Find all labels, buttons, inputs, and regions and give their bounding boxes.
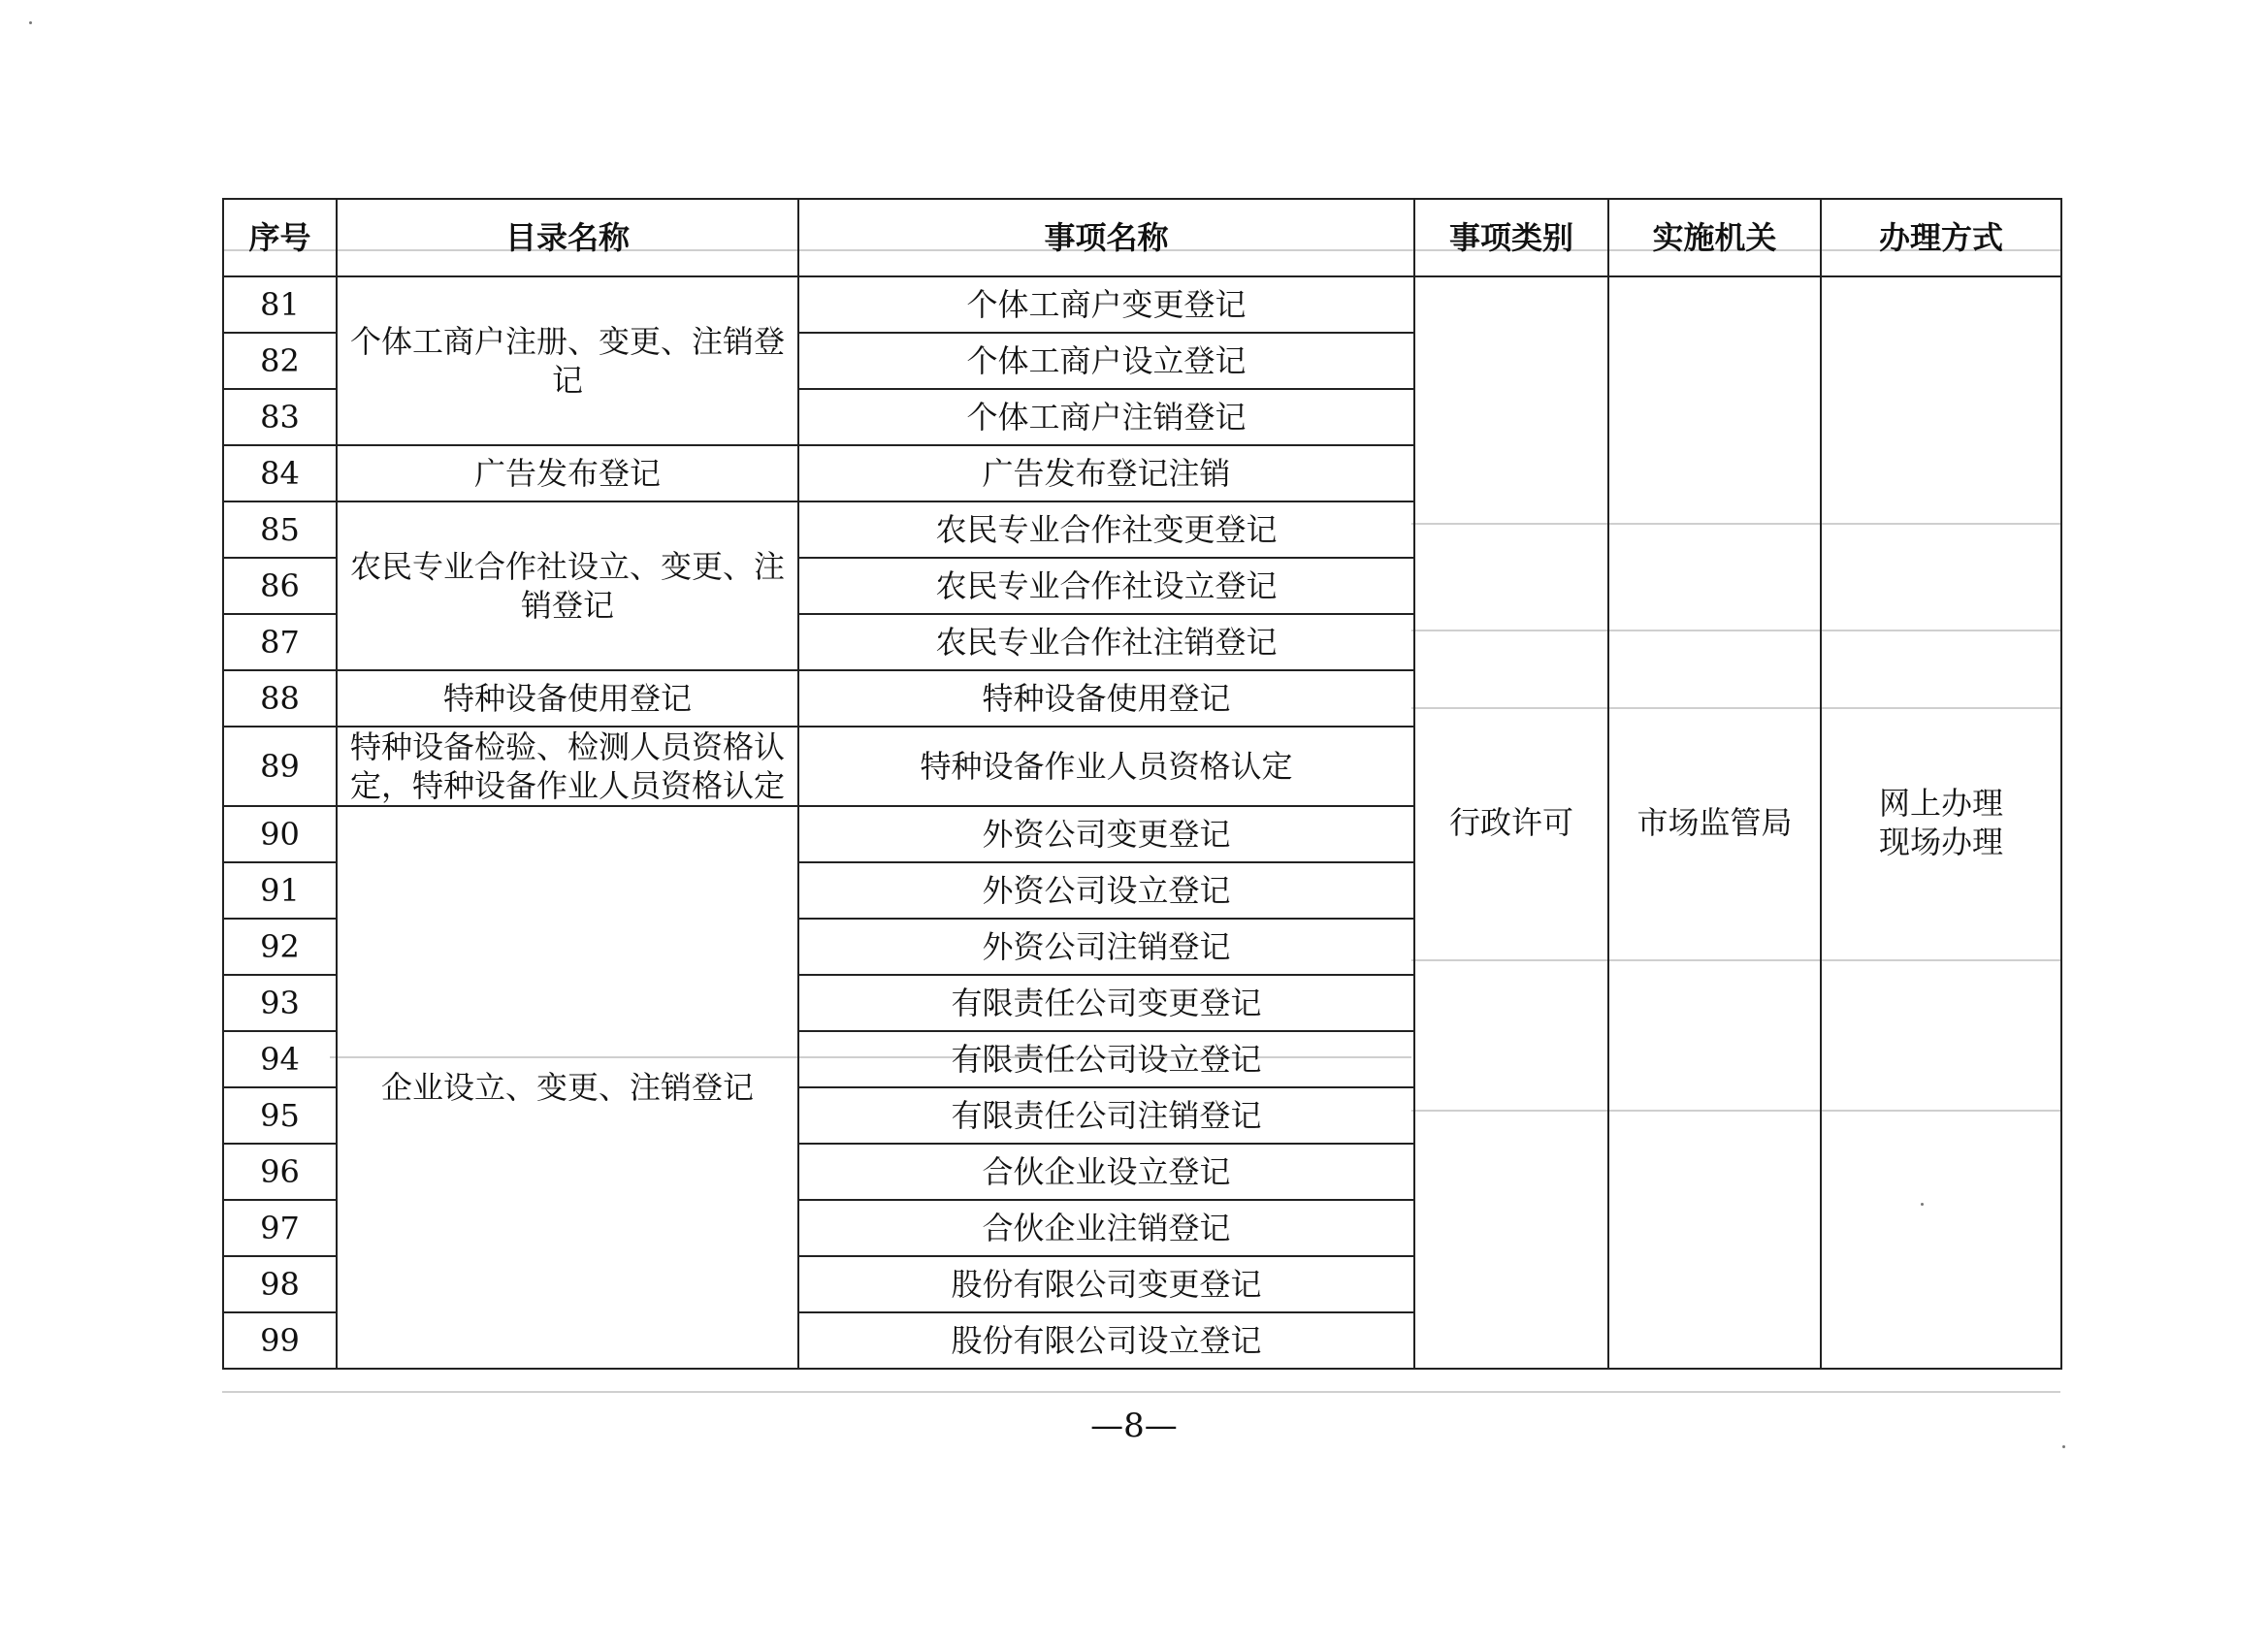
scan-speck	[1921, 1203, 1924, 1206]
method-onsite: 现场办理	[1878, 824, 2003, 860]
item-cell: 农民专业合作社设立登记	[798, 558, 1414, 614]
seq-cell: 93	[223, 975, 337, 1031]
item-cell: 特种设备作业人员资格认定	[798, 727, 1414, 806]
seq-cell: 83	[223, 389, 337, 445]
registration-items-table	[222, 198, 2062, 1370]
item-cell: 有限责任公司变更登记	[798, 975, 1414, 1031]
method-cell	[1821, 276, 2061, 1369]
seq-cell: 86	[223, 558, 337, 614]
column-header-agency: 实施机关	[1608, 199, 1821, 276]
seq-cell: 88	[223, 670, 337, 727]
column-header-method: 办理方式	[1821, 199, 2061, 276]
seq-cell: 99	[223, 1312, 337, 1369]
item-cell: 外资公司变更登记	[798, 806, 1414, 862]
seq-cell: 97	[223, 1200, 337, 1256]
seq-cell: 98	[223, 1256, 337, 1312]
seq-cell: 91	[223, 862, 337, 919]
seq-cell: 95	[223, 1087, 337, 1144]
item-cell: 特种设备使用登记	[798, 670, 1414, 727]
catalog-cell: 特种设备使用登记	[337, 670, 798, 727]
item-cell: 合伙企业注销登记	[798, 1200, 1414, 1256]
item-cell: 广告发布登记注销	[798, 445, 1414, 501]
item-cell: 农民专业合作社注销登记	[798, 614, 1414, 670]
item-cell: 个体工商户变更登记	[798, 276, 1414, 333]
scan-speck	[2062, 1445, 2065, 1448]
column-header-item: 事项名称	[798, 199, 1414, 276]
agency-cell: 市场监管局	[1608, 276, 1821, 1369]
item-cell: 外资公司注销登记	[798, 919, 1414, 975]
scan-speck	[29, 21, 32, 24]
column-header-catalog: 目录名称	[337, 199, 798, 276]
item-cell: 有限责任公司设立登记	[798, 1031, 1414, 1087]
catalog-cell: 个体工商户注册、变更、注销登记	[337, 276, 798, 445]
category-cell: 行政许可	[1414, 276, 1608, 1369]
seq-cell: 87	[223, 614, 337, 670]
item-cell: 合伙企业设立登记	[798, 1144, 1414, 1200]
item-cell: 农民专业合作社变更登记	[798, 501, 1414, 558]
item-cell: 个体工商户注销登记	[798, 389, 1414, 445]
seq-cell: 92	[223, 919, 337, 975]
catalog-cell: 广告发布登记	[337, 445, 798, 501]
catalog-cell: 特种设备检验、检测人员资格认定，特种设备作业人员资格认定	[337, 727, 798, 806]
item-cell: 股份有限公司变更登记	[798, 1256, 1414, 1312]
method-online: 网上办理	[1878, 785, 2003, 822]
catalog-cell: 农民专业合作社设立、变更、注销登记	[337, 501, 798, 670]
table-header-row	[223, 199, 2061, 276]
seq-cell: 90	[223, 806, 337, 862]
seq-cell: 96	[223, 1144, 337, 1200]
column-header-category: 事项类别	[1414, 199, 1608, 276]
table-row	[223, 276, 2061, 333]
seq-cell: 81	[223, 276, 337, 333]
seq-cell: 85	[223, 501, 337, 558]
seq-cell: 84	[223, 445, 337, 501]
item-cell: 外资公司设立登记	[798, 862, 1414, 919]
seq-cell: 94	[223, 1031, 337, 1087]
seq-cell: 89	[223, 727, 337, 806]
item-cell: 个体工商户设立登记	[798, 333, 1414, 389]
column-header-seq: 序号	[223, 199, 337, 276]
catalog-cell: 企业设立、变更、注销登记	[337, 806, 798, 1369]
seq-cell: 82	[223, 333, 337, 389]
item-cell: 股份有限公司设立登记	[798, 1312, 1414, 1369]
item-cell: 有限责任公司注销登记	[798, 1087, 1414, 1144]
page-number: —8—	[1090, 1406, 1178, 1445]
